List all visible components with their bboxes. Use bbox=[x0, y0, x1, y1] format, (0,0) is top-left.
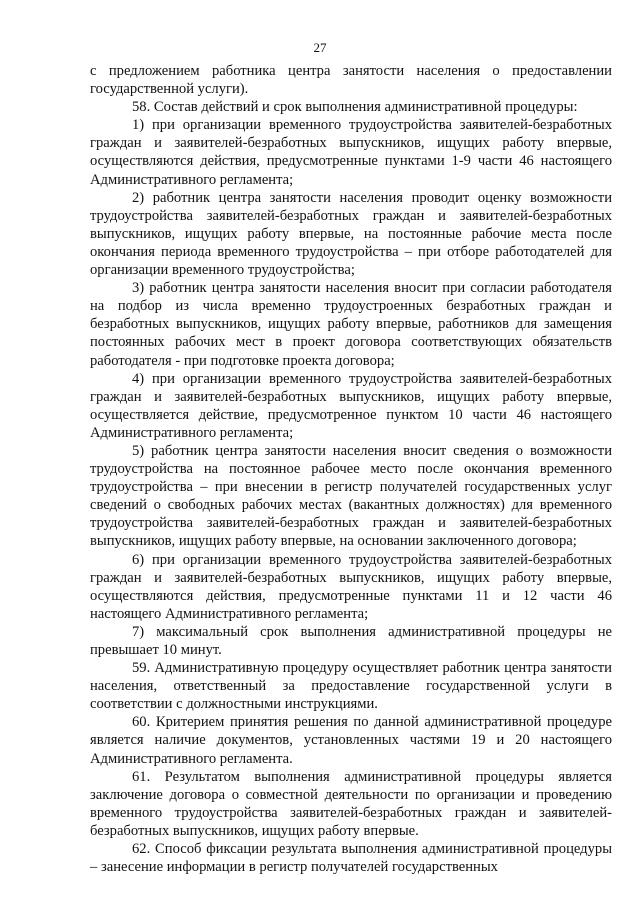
paragraph-61: 61. Результатом выполнения административной процедуры является заключение договора о совместной деятельности по организации и проведению временного трудоустройства заявителей-безработных граждан и заявителей-безработных выпускников, ищущих работу впервые. bbox=[90, 768, 612, 839]
page-number: 27 bbox=[313, 40, 327, 55]
paragraph-58-item-4: 4) при организации временного трудоустройства заявителей-безработных граждан и заявителей-безработных выпускников, ищущих работу впервые, осуществляется действие, предусмотренное пунктом 10 части 46 настоящего Административного регламента; bbox=[90, 370, 612, 441]
paragraph-58-item-2: 2) работник центра занятости населения проводит оценку возможности трудоустройства заявителей-безработных граждан и заявителей-безработных выпускников, ищущих работу впервые, на постоянные рабочие места после окончания периода временного трудоустройства – при отборе работодателей для организации временного трудоустройства; bbox=[90, 189, 612, 279]
paragraph-62: 62. Способ фиксации результата выполнения административной процедуры – занесение информации в регистр получателей государственных bbox=[90, 841, 612, 876]
paragraph-58-item-3: 3) работник центра занятости населения вносит при согласии работодателя на подбор из числа временно трудоустроенных безработных граждан и безработных выпускников, ищущих работу впервые, работников для замещения постоянных рабочих мест в проект договора соответствующих обязательств работодателя - при подготовке проекта договора; bbox=[90, 280, 612, 369]
document-body bbox=[90, 62, 612, 876]
paragraph-60: 60. Критерием принятия решения по данной административной процедуре является наличие документов, установленных частями 19 и 20 настоящего Административного регламента. bbox=[90, 714, 612, 767]
paragraph-58-item-6: 6) при организации временного трудоустройства заявителей-безработных граждан и заявителей-безработных выпускников, ищущих работу впервые, осуществляются действия, предусмотренные пунктами 11 и 12 части 46 настоящего Административного регламента; bbox=[90, 551, 612, 622]
paragraph-58-item-1: 1) при организации временного трудоустройства заявителей-безработных граждан и заявителей-безработных выпускников, ищущих работу впервые, осуществляются действия, предусмотренные пунктами 1-9 части 46 настоящего Административного регламента; bbox=[90, 117, 612, 188]
paragraph-58-item-5: 5) работник центра занятости населения вносит сведения о возможности трудоустройства на постоянное рабочее место после окончания временного трудоустройства – при внесении в регистр получателей государственных услуг сведений о свободных рабочих местах (вакантных должностях) для временного трудоустройства заявителей-безработных граждан и заявителей-безработных выпускников, ищущих работу впервые, на основании заключенного договора; bbox=[90, 442, 612, 550]
paragraph-58-item-7: 7) максимальный срок выполнения административной процедуры не превышает 10 минут. bbox=[90, 623, 612, 658]
paragraph-continuation: с предложением работника центра занятости населения о предоставлении государственной услуги). bbox=[90, 63, 612, 98]
paragraph-58: 58. Состав действий и срок выполнения административной процедуры: bbox=[132, 99, 578, 116]
paragraph-59: 59. Административную процедуру осуществляет работник центра занятости населения, ответственный за предоставление государственной услуги в соответствии с должностными инструкциями. bbox=[90, 660, 612, 713]
